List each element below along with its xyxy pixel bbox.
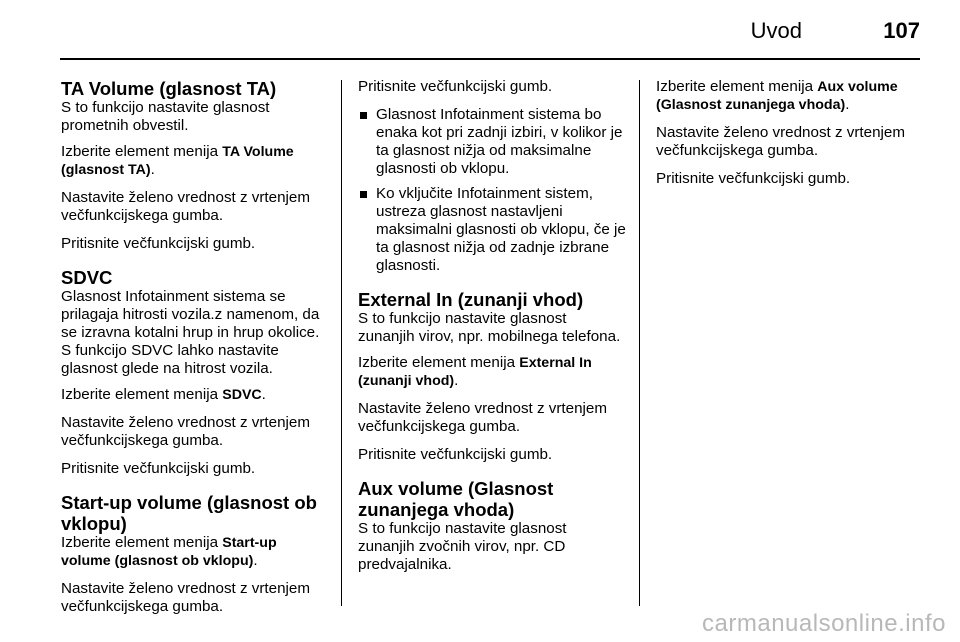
header-title: Uvod [750,18,802,43]
aux-select-instruction [656,78,924,114]
heading-aux-volume: Aux volume (Glasnost zunanjega vhoda) [358,478,554,520]
ta-select-instruction [61,143,329,179]
sdvc-select-prefix: Izberite element menija [61,386,223,403]
heading-external-in: External In (zunanji vhod) [358,289,584,310]
ext-menu-item: External In (zunanji vhod) [358,355,592,389]
page-number: 107 [883,18,920,43]
aux-press-instruction: Pritisnite večfunkcijski gumb. [656,170,851,187]
startup-select-suffix: . [253,552,258,569]
aux-select-prefix: Izberite element menija [656,78,818,95]
ta-select-prefix: Izberite element menija [61,143,223,160]
sdvc-select-instruction [61,386,329,404]
list-item: Glasnost Infotainment sistema bo enaka kot pri zadnji izbiri, v kolikor je ta glasnost nižja od maksimalne glasnosti ob vklopu. [358,106,626,178]
startup-adjust-instruction: Nastavite želeno vrednost z vrtenjem večfunkcijskega gumba. [61,580,311,615]
ta-press-instruction: Pritisnite večfunkcijski gumb. [61,235,256,252]
aux-adjust-instruction: Nastavite želeno vrednost z vrtenjem večfunkcijskega gumba. [656,124,906,159]
ta-adjust-instruction: Nastavite želeno vrednost z vrtenjem večfunkcijskega gumba. [61,189,311,224]
startup-press-instruction: Pritisnite večfunkcijski gumb. [358,78,553,95]
startup-select-instruction [61,534,329,570]
column-3 [656,78,924,198]
ext-select-prefix: Izberite element menija [358,354,520,371]
aux-select-suffix: . [845,96,850,113]
startup-bullet-list [358,106,626,275]
aux-menu-item: Aux volume (Glasnost zunanjega vhoda) [656,79,898,113]
list-item: Ko vključite Infotainment sistem, ustreza glasnost nastavljeni maksimalni glasnosti ob vklopu, če je ta glasnost nižja od zadnje izbrane glasnosti. [358,185,626,275]
sdvc-press-instruction: Pritisnite večfunkcijski gumb. [61,460,256,477]
heading-ta-volume: TA Volume (glasnost TA) [61,78,277,99]
column-divider-1 [341,80,342,606]
watermark: carmanualsonline.info [702,610,946,637]
heading-sdvc: SDVC [61,267,113,288]
column-1 [61,78,329,626]
startup-select-prefix: Izberite element menija [61,534,223,551]
ext-adjust-instruction: Nastavite želeno vrednost z vrtenjem večfunkcijskega gumba. [358,400,608,435]
ta-menu-item: TA Volume (glasnost TA) [61,144,294,178]
startup-menu-item: Start-up volume (glasnost ob vklopu) [61,535,277,569]
heading-startup-volume: Start-up volume (glasnost ob vklopu) [61,492,317,534]
column-divider-2 [639,80,640,606]
sdvc-intro: Glasnost Infotainment sistema se prilagaja hitrosti vozila.z namenom, da se izravna kotalni hrup in hrup okolice. S funkcijo SDVC lahko nastavite glasnost glede na hitrost vozila. [61,288,320,377]
ext-press-instruction: Pritisnite večfunkcijski gumb. [358,446,553,463]
ext-select-suffix: . [454,372,459,389]
column-2 [358,78,626,582]
page-header [60,0,920,58]
ta-intro: S to funkcijo nastavite glasnost prometnih obvestil. [61,99,270,134]
ext-intro: S to funkcijo nastavite glasnost zunanjih virov, npr. mobilnega telefona. [358,310,621,345]
sdvc-adjust-instruction: Nastavite želeno vrednost z vrtenjem večfunkcijskega gumba. [61,414,311,449]
header-rule [60,58,920,60]
aux-intro: S to funkcijo nastavite glasnost zunanjih zvočnih virov, npr. CD predvajalnika. [358,520,567,573]
ext-select-instruction [358,354,626,390]
ta-select-suffix: . [150,161,155,178]
sdvc-select-suffix: . [261,386,266,403]
sdvc-menu-item: SDVC [222,387,262,403]
